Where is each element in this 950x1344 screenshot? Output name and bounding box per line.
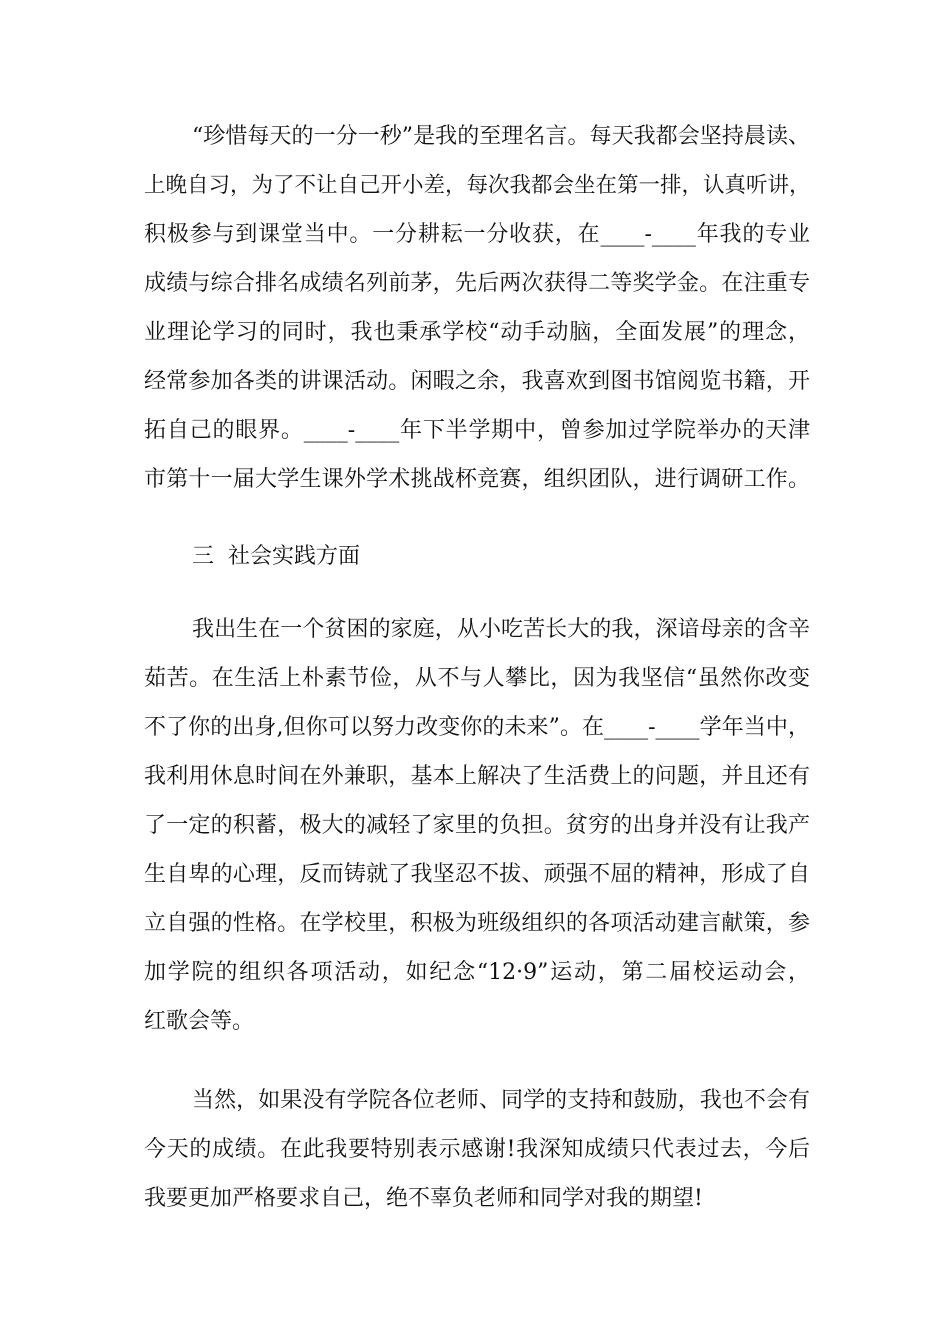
paragraph-1-line-6: 经常参加各类的讲课活动。闲暇之余，我喜欢到图书馆阅览书籍，开	[144, 369, 810, 394]
paragraph-2-line-9: 红歌会等。	[144, 1009, 255, 1034]
paragraph-1-line-2: 上晚自习，为了不让自己开小差，每次我都会坐在第一排，认真听讲，	[144, 173, 811, 198]
paragraph-2-line-4: 我利用休息时间在外兼职，基本上解决了生活费上的问题，并且还有	[144, 764, 810, 789]
paragraph-1-line-3: 积极参与到课堂当中。一分耕耘一分收获，在____-____年我的专业	[144, 222, 810, 247]
paragraph-1-line-4: 成绩与综合排名成绩名列前茅，先后两次获得二等奖学金。在注重专	[144, 271, 810, 296]
paragraph-3-line-1: 当然，如果没有学院各位老师、同学的支持和鼓励，我也不会有	[192, 1088, 810, 1113]
paragraph-2-line-1: 我出生在一个贫困的家庭，从小吃苦长大的我，深谙母亲的含辛	[192, 617, 810, 642]
paragraph-2-line-5: 了一定的积蓄，极大的减轻了家里的负担。贫穷的出身并没有让我产	[144, 813, 810, 838]
paragraph-2-line-6: 生自卑的心理，反而铸就了我坚忍不拔、顽强不屈的精神，形成了自	[144, 862, 810, 887]
paragraph-2-line-2: 茹苦。在生活上朴素节俭，从不与人攀比，因为我坚信“虽然你改变	[144, 666, 810, 691]
paragraph-2-line-3: 不了你的出身,但你可以努力改变你的未来”。在____-____学年当中，	[144, 715, 810, 740]
paragraph-3-line-3: 我要更加严格要求自己，绝不辜负老师和同学对我的期望!	[144, 1186, 703, 1211]
paragraph-2-line-7: 立自强的性格。在学校里，积极为班级组织的各项活动建言献策，参	[144, 911, 810, 936]
paragraph-1-line-7: 拓自己的眼界。____-____年下半学期中，曾参加过学院举办的天津	[144, 418, 810, 443]
paragraph-1-line-5: 业理论学习的同时，我也秉承学校“动手动脑，全面发展”的理念，	[144, 320, 810, 345]
paragraph-3-line-2: 今天的成绩。在此我要特别表示感谢!我深知成绩只代表过去，今后	[144, 1137, 810, 1162]
paragraph-1-line-8: 市第十一届大学生课外学术挑战杯竞赛，组织团队，进行调研工作。	[144, 467, 810, 492]
paragraph-2-line-8: 加学院的组织各项活动，如纪念“12·9”运动，第二届校运动会，	[144, 960, 810, 985]
section-heading: 三 社会实践方面	[192, 544, 360, 569]
paragraph-1-line-1: “珍惜每天的一分一秒”是我的至理名言。每天我都会坚持晨读、	[192, 124, 810, 149]
